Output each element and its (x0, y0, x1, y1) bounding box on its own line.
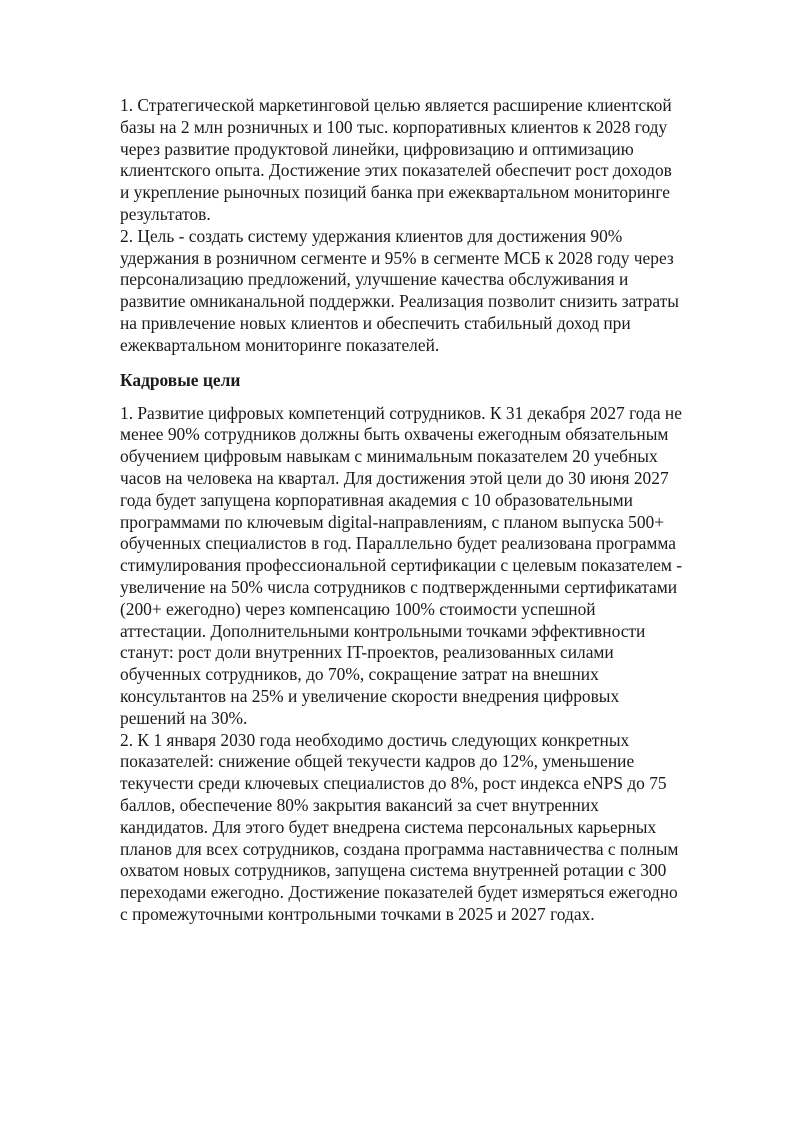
document-page (120, 95, 685, 926)
section-heading-hr-goals: Кадровые цели (120, 369, 241, 390)
marketing-goal-1: 1. Стратегической маркетинговой целью является расширение клиентской базы на 2 млн розничных и 100 тыс. корпоративных клиентов к 2028 году через развитие продуктовой линейки, цифровизацию и оптимизацию клиентского опыта. Достижение этих показателей обеспечит рост доходов и укрепление рыночных позиций банка при ежеквартальном мониторинге результатов. (120, 95, 672, 224)
hr-goal-2: 2. К 1 января 2030 года необходимо достичь следующих конкретных показателей: снижение общей текучести кадров до 12%, уменьшение текучести среди ключевых специалистов до 8%, рост индекса eNPS до 75 баллов, обеспечение 80% закрытия вакансий за счет внутренних кандидатов. Для этого будет внедрена система персональных карьерных планов для всех сотрудников, создана программа наставничества с полным охватом новых сотрудников, запущена система внутренней ротации с 300 переходами ежегодно. Достижение показателей будет измеряться ежегодно с промежуточными контрольными точками в 2025 и 2027 годах. (120, 729, 679, 924)
hr-goal-1: 1. Развитие цифровых компетенций сотрудников. К 31 декабря 2027 года не менее 90% сотрудников должны быть охвачены ежегодным обязательным обучением цифровым навыкам с минимальным показателем 20 учебных часов на человека на квартал. Для достижения этой цели до 30 июня 2027 года будет запущена корпоративная академия с 10 образовательными программами по ключевым digital-направлениям, с планом выпуска 500+ обученных специалистов в год. Параллельно будет реализована программа стимулирования профессиональной сертификации с целевым показателем - увеличение на 50% числа сотрудников с подтвержденными сертификатами (200+ ежегодно) через компенсацию 100% стоимости успешной аттестации. Дополнительными контрольными точками эффективности станут: рост доли внутренних IT-проектов, реализованных силами обученных сотрудников, до 70%, сокращение затрат на внешних консультантов на 25% и увеличение скорости внедрения цифровых решений на 30%. (120, 402, 683, 728)
marketing-goal-2: 2. Цель - создать систему удержания клиентов для достижения 90% удержания в розничном сегменте и 95% в сегменте МСБ к 2028 году через персонализацию предложений, улучшение качества обслуживания и развитие омниканальной поддержки. Реализация позволит снизить затраты на привлечение новых клиентов и обеспечить стабильный доход при ежеквартальном мониторинге показателей. (120, 225, 679, 355)
